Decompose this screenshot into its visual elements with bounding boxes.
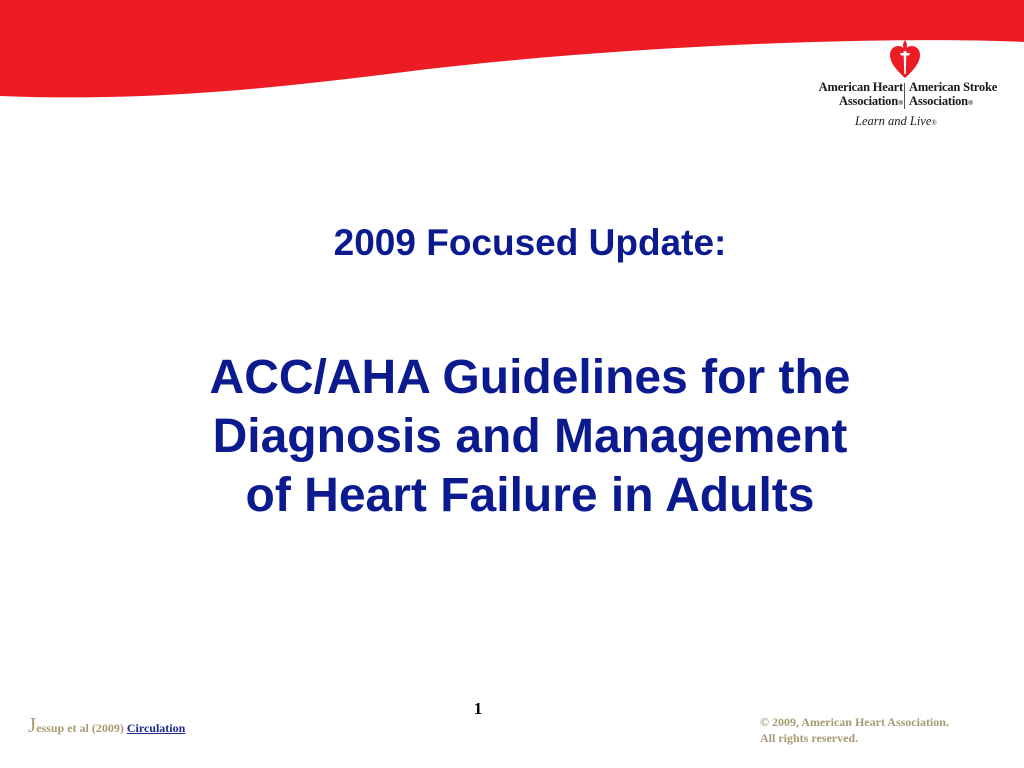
- asa-wordmark: [909, 80, 997, 110]
- copyright-line-1: © 2009, American Heart Association.: [760, 715, 949, 729]
- logo-divider: [904, 83, 905, 109]
- aha-line1: American Heart: [818, 80, 903, 94]
- circulation-link[interactable]: Circulation: [126, 721, 186, 735]
- logo-tagline: Learn and Live®: [855, 114, 937, 128]
- title-line-1: ACC/AHA Guidelines for the: [209, 351, 851, 404]
- citation-initial: J: [28, 713, 37, 737]
- aha-asa-logo: [795, 38, 1015, 133]
- aha-line2: Association®: [839, 94, 903, 108]
- citation: [28, 713, 185, 738]
- aha-reg-mark: ®: [897, 99, 903, 107]
- slide-subtitle: 2009 Focused Update:: [333, 222, 727, 263]
- asa-line2: Association®: [909, 94, 973, 108]
- aha-wordmark: [819, 80, 903, 110]
- copyright-notice: [760, 714, 949, 746]
- title-line-2: Diagnosis and Management: [212, 410, 848, 463]
- heart-torch-icon: [889, 38, 921, 80]
- slide-title: [100, 348, 960, 525]
- asa-line1: American Stroke: [909, 80, 998, 94]
- tagline-reg-mark: ®: [931, 119, 937, 127]
- citation-author: essup et al (2009): [36, 721, 127, 735]
- page-number: 1: [473, 699, 483, 718]
- copyright-line-2: All rights reserved.: [760, 731, 859, 745]
- logo-wordmark: [795, 80, 1015, 114]
- title-line-3: of Heart Failure in Adults: [245, 469, 815, 522]
- asa-reg-mark: ®: [967, 99, 973, 107]
